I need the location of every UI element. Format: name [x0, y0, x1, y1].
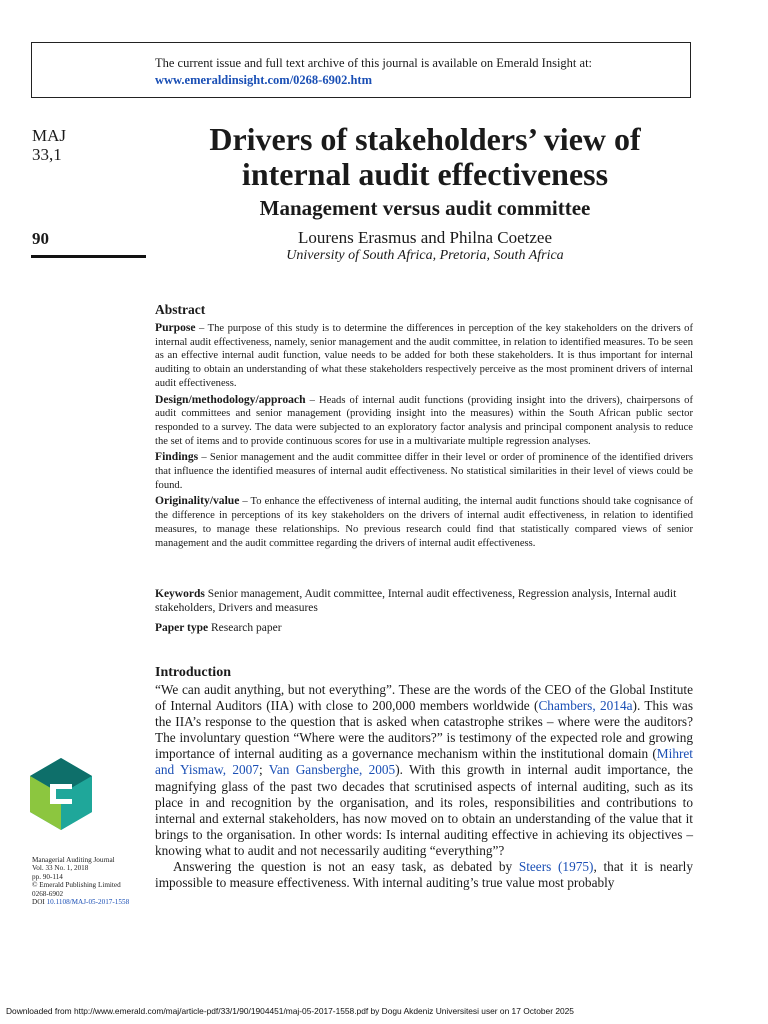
download-footer: Downloaded from http://www.emerald.com/maj/article-pdf/33/1/90/1904451/maj-05-2017-1558.pdf by Dogu Akdeniz Universitesi user on 17 October 2025	[6, 1006, 574, 1016]
volume-info: Vol. 33 No. 1, 2018	[32, 864, 89, 873]
title-line-1: Drivers of stakeholders’ view of	[209, 121, 641, 157]
design-text: – Heads of internal audit functions (providing insight into the drivers), chairpersons of audit committees and senior management (providing insight into the measures) within the South African public sector responded to a survey. The data were subjected to an exploratory factor analysis and principal component analysis to reduce the set of items and to provide continuous scores for use in a multivariate multiple regression analyses.	[155, 394, 693, 447]
authors: Lourens Erasmus and Philna Coetzee	[298, 228, 552, 247]
intro-text: , that it is nearly impossible to measure effectiveness. With internal auditing’s true value most probably	[155, 859, 693, 891]
intro-text: Answering the question is not an easy task, as debated by	[173, 859, 519, 875]
article-title	[155, 122, 695, 192]
journal-name: Managerial Auditing Journal	[32, 856, 115, 864]
citation-link[interactable]: Chambers, 2014a	[538, 698, 633, 714]
originality-label: Originality/value	[155, 494, 240, 508]
abstract-purpose	[155, 321, 693, 391]
purpose-label: Purpose	[155, 321, 196, 334]
affiliation: University of South Africa, Pretoria, South Africa	[286, 248, 564, 263]
citation-link[interactable]: Steers (1975)	[518, 859, 594, 875]
intro-paragraph-1	[155, 682, 693, 859]
journal-abbrev: MAJ	[32, 126, 67, 145]
intro-text: ). This was the IIA’s response to the question that is asked when catastrophe strikes – where were the auditors? The involuntary question “Where were the auditors?” is testimony of the expected role and growing importance of internal auditing as a governance mechanism within the institutional domain (	[155, 698, 694, 762]
originality-text: – To enhance the effectiveness of internal auditing, the internal audit functions should take cognisance of the difference in perceptions of its key stakeholders on the drivers of internal audit effectiveness, in relation to identified measures, to manage these relationships. No previous research could find that statistically compared views of senior management and the audit committee regarding the drivers of internal audit effectiveness.	[155, 496, 693, 549]
page-range: pp. 90-114	[32, 872, 63, 881]
keywords-text: Senior management, Audit committee, Internal audit effectiveness, Regression analysis, Internal audit stakeholders, Drivers and measures	[155, 588, 677, 614]
emerald-logo-icon	[30, 758, 92, 830]
abstract-body	[155, 321, 693, 552]
journal-url-link[interactable]: www.emeraldinsight.com/0268-6902.htm	[155, 73, 372, 87]
findings-text: – Senior management and the audit committee differ in their level or order of prominence of the identified drivers that influence the identified measures of internal audit effectiveness. No statistical similarities in their level of views could be found.	[155, 452, 693, 491]
journal-availability-banner	[31, 42, 691, 98]
issn: 0268-6902	[32, 889, 64, 898]
intro-text: “We can audit anything, but not everything”. These are the words of the CEO of the Global Institute of Internal Auditors (IIA) with close to 200,000 members worldwide (	[155, 682, 693, 714]
keywords-label: Keywords	[155, 588, 205, 600]
title-line-2: internal audit effectiveness	[241, 156, 609, 192]
page-number: 90	[32, 229, 49, 248]
citation-link[interactable]: Mihret and Yismaw, 2007	[155, 746, 693, 778]
citation-link[interactable]: Van Gansberghe, 2005	[268, 762, 396, 778]
introduction-body	[155, 682, 693, 891]
intro-text: ). With this growth in internal audit importance, the magnifying glass of the past two decades that scrutinised aspects of internal auditing, such as its place in and recognition by the organisation, and its roles, responsibilities and contributions to internal and external stakeholders, has now moved on to obtain an understanding of the value that it brings to the organisation. In other words: Is internal auditing effective in achieving its objectives – knowing what to audit and not necessarily auditing “everything”?	[155, 762, 693, 858]
keywords	[155, 587, 695, 615]
introduction-heading: Introduction	[155, 665, 231, 680]
journal-code	[32, 126, 66, 164]
doi-line	[32, 898, 129, 906]
doi-label: DOI	[32, 898, 47, 907]
abstract-design	[155, 393, 693, 449]
intro-paragraph-2	[155, 859, 693, 891]
copyright: © Emerald Publishing Limited	[32, 881, 121, 890]
publication-info	[32, 856, 129, 906]
banner-text: The current issue and full text archive of this journal is available on Emerald Insight at:	[155, 56, 593, 70]
journal-volume: 33,1	[32, 145, 62, 164]
paper-type	[155, 622, 282, 634]
abstract-findings	[155, 450, 693, 492]
design-label: Design/methodology/approach	[155, 392, 306, 406]
intro-text: ;	[258, 762, 269, 778]
paper-type-label: Paper type	[155, 622, 209, 634]
paper-type-text: Research paper	[208, 622, 282, 634]
doi-link[interactable]: 10.1108/MAJ-05-2017-1558	[46, 898, 130, 907]
article-subtitle: Management versus audit committee	[259, 196, 591, 220]
purpose-text: – The purpose of this study is to determine the differences in perception of the key stakeholders on the drivers of internal audit effectiveness, namely, senior management and the audit committee, in relation to identified measures. To be seen as an effective internal audit function, value needs to be added for both these stakeholders. It is thus important for internal auditing to obtain an understanding of what these stakeholders respectively perceive as the most prominent drivers of internal audit effectiveness.	[155, 323, 693, 389]
abstract-originality	[155, 494, 693, 550]
abstract-heading: Abstract	[155, 302, 206, 317]
page-number-rule	[31, 255, 146, 258]
findings-label: Findings	[155, 450, 199, 464]
